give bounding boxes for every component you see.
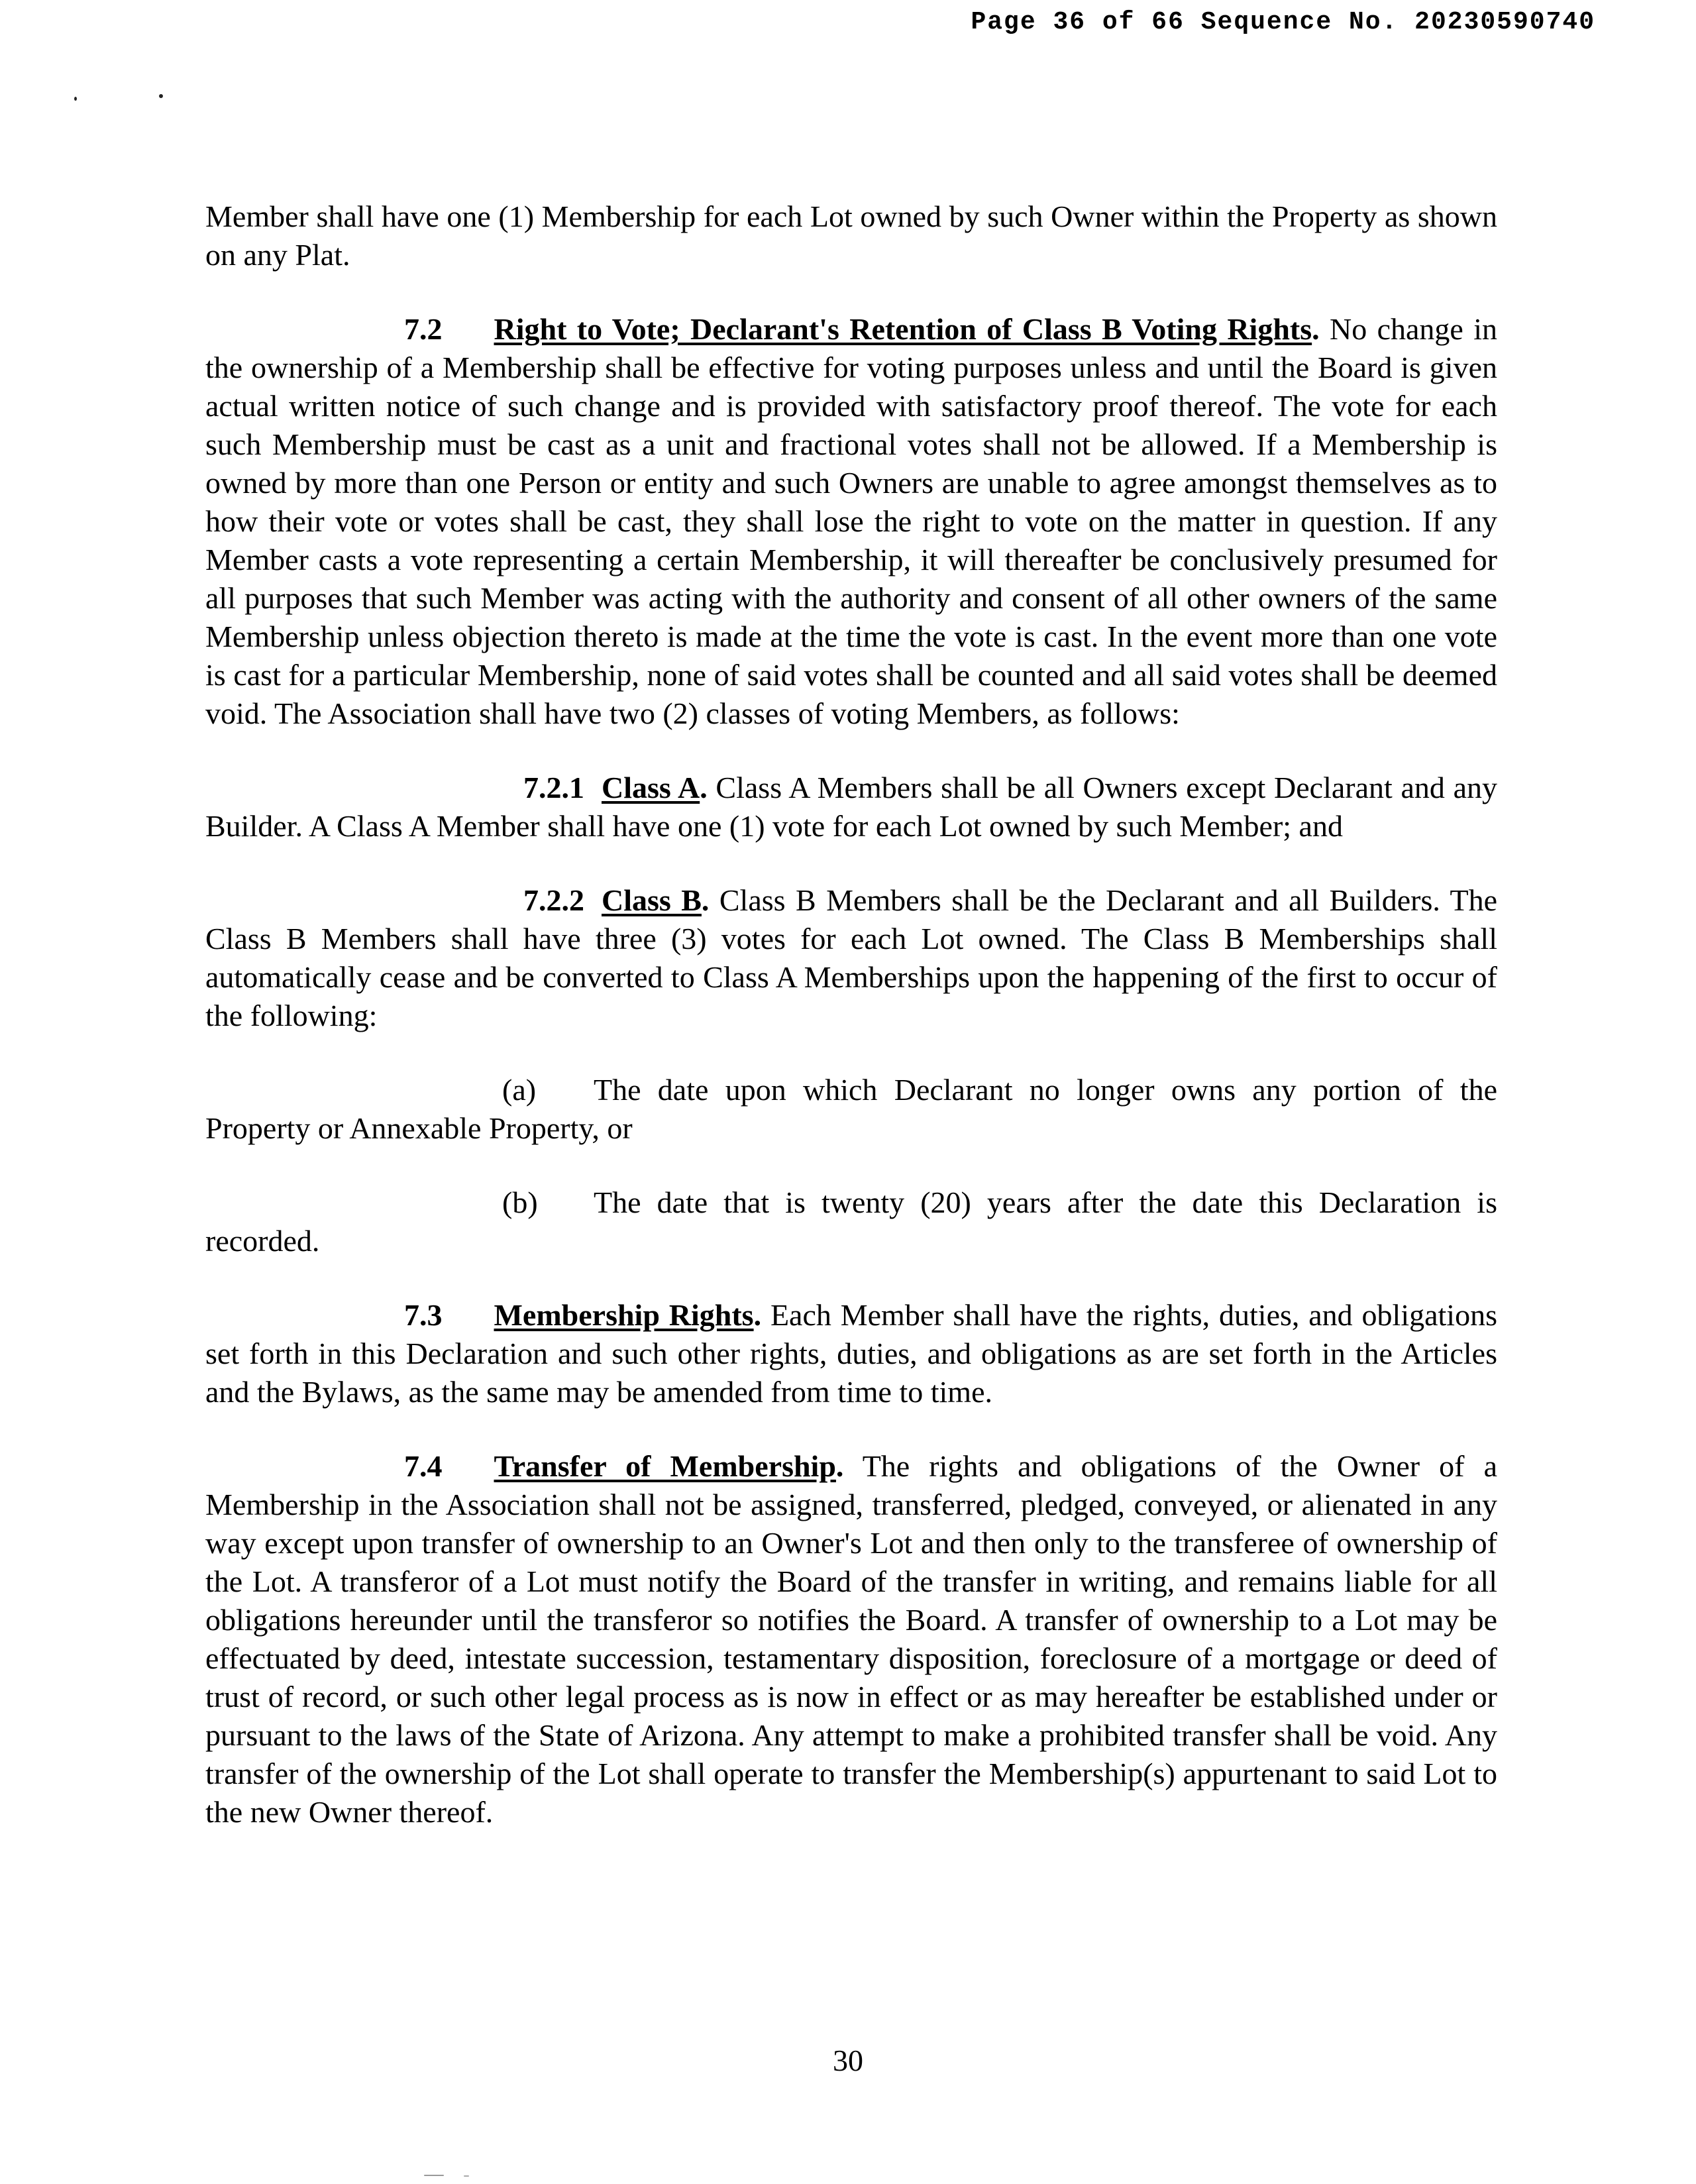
section-heading: Right to Vote; Declarant's Retention of Class B Voting Rights bbox=[494, 312, 1312, 346]
document-body bbox=[205, 197, 1497, 1867]
scan-specks-footer bbox=[424, 2173, 556, 2179]
section-heading: Class A bbox=[602, 771, 700, 804]
section-number: 7.3 bbox=[404, 1298, 443, 1332]
section-7-2-2 bbox=[205, 881, 1497, 1035]
page-header-sequence: Page 36 of 66 Sequence No. 20230590740 bbox=[971, 8, 1595, 36]
section-number: 7.2 bbox=[404, 312, 443, 346]
section-number: 7.4 bbox=[404, 1449, 443, 1483]
item-b bbox=[205, 1183, 1497, 1260]
item-text-continued: Property or Annexable Property, or bbox=[205, 1111, 633, 1145]
heading-punct: . bbox=[700, 771, 708, 804]
scan-specks bbox=[74, 93, 174, 106]
item-text: The date that is twenty (20) years after the date this Declaration is bbox=[594, 1185, 1497, 1219]
section-7-2 bbox=[205, 310, 1497, 733]
intro-paragraph: Member shall have one (1) Membership for each Lot owned by such Owner within the Property as shown on any Plat. bbox=[205, 199, 1497, 272]
section-7-4 bbox=[205, 1447, 1497, 1831]
item-text: The date upon which Declarant no longer owns any portion of the bbox=[594, 1073, 1497, 1107]
section-text: The rights and obligations of the Owner of a Membership in the Association shall not be assigned, transferred, pledged, conveyed, or alienated in any way except upon transfer of ownership to an Owner's Lot and then only to the transferee of ownership of the Lot. A transferor of a Lot must notify the Board of the transfer in writing, and remains liable for all obligations hereunder until the transferor so notifies the Board. A transfer of ownership to a Lot may be effectuated by deed, intestate succession, testamentary disposition, foreclosure of a mortgage or deed of trust of record, or such other legal process as is now in effect or as may hereafter be established under or pursuant to the laws of the State of Arizona. Any attempt to make a prohibited transfer shall be void. Any transfer of the ownership of the Lot shall operate to transfer the Membership(s) appurtenant to said Lot to the new Owner thereof. bbox=[205, 1449, 1498, 1829]
section-number: 7.2.2 bbox=[523, 883, 584, 917]
section-7-3 bbox=[205, 1296, 1497, 1411]
heading-punct: . bbox=[1312, 312, 1320, 346]
section-heading: Transfer of Membership bbox=[494, 1449, 836, 1483]
section-text: Each Member shall have the rights, duties, and obligations set forth in this Declaration and such other rights, duties, and obligations as are set forth in the Articles and the Bylaws, as the same may be amended from time to time. bbox=[205, 1298, 1497, 1409]
section-number: 7.2.1 bbox=[523, 771, 584, 804]
section-heading: Class B bbox=[602, 883, 702, 917]
item-label: (b) bbox=[502, 1185, 538, 1219]
section-heading: Membership Rights bbox=[494, 1298, 754, 1332]
section-text: Class B Members shall be the Declarant and all Builders. The Class B Members shall have three (3) votes for each Lot owned. The Class B Memberships shall automatically cease and be converted to Class A Memberships upon the happening of the first to occur of the following: bbox=[205, 883, 1497, 1032]
section-7-2-1 bbox=[205, 769, 1497, 846]
item-text-continued: recorded. bbox=[205, 1224, 320, 1258]
section-text: Class A Members shall be all Owners except Declarant and any Builder. A Class A Member shall have one (1) vote for each Lot owned by such Member; and bbox=[205, 771, 1498, 843]
heading-punct: . bbox=[753, 1298, 762, 1332]
heading-punct: . bbox=[835, 1449, 844, 1483]
item-label: (a) bbox=[502, 1073, 537, 1107]
section-text: No change in the ownership of a Membership shall be effective for voting purposes unless and until the Board is given actual written notice of such change and is provided with satisfactory proof thereof. The vote for each such Membership must be cast as a unit and fractional votes shall not be allowed. If a Membership is owned by more than one Person or entity and such Owners are unable to agree amongst themselves as to how their vote or votes shall be cast, they shall lose the right to vote on the matter in question. If any Member casts a vote representing a certain Membership, it will thereafter be conclusively presumed for all purposes that such Member was acting with the authority and consent of all other owners of the same Membership unless objection thereto is made at the time the vote is cast. In the event more than one vote is cast for a particular Membership, none of said votes shall be counted and all said votes shall be deemed void. The Association shall have two (2) classes of voting Members, as follows: bbox=[205, 312, 1497, 730]
item-a bbox=[205, 1071, 1497, 1148]
heading-punct: . bbox=[701, 883, 710, 917]
page-number: 30 bbox=[833, 2044, 863, 2077]
